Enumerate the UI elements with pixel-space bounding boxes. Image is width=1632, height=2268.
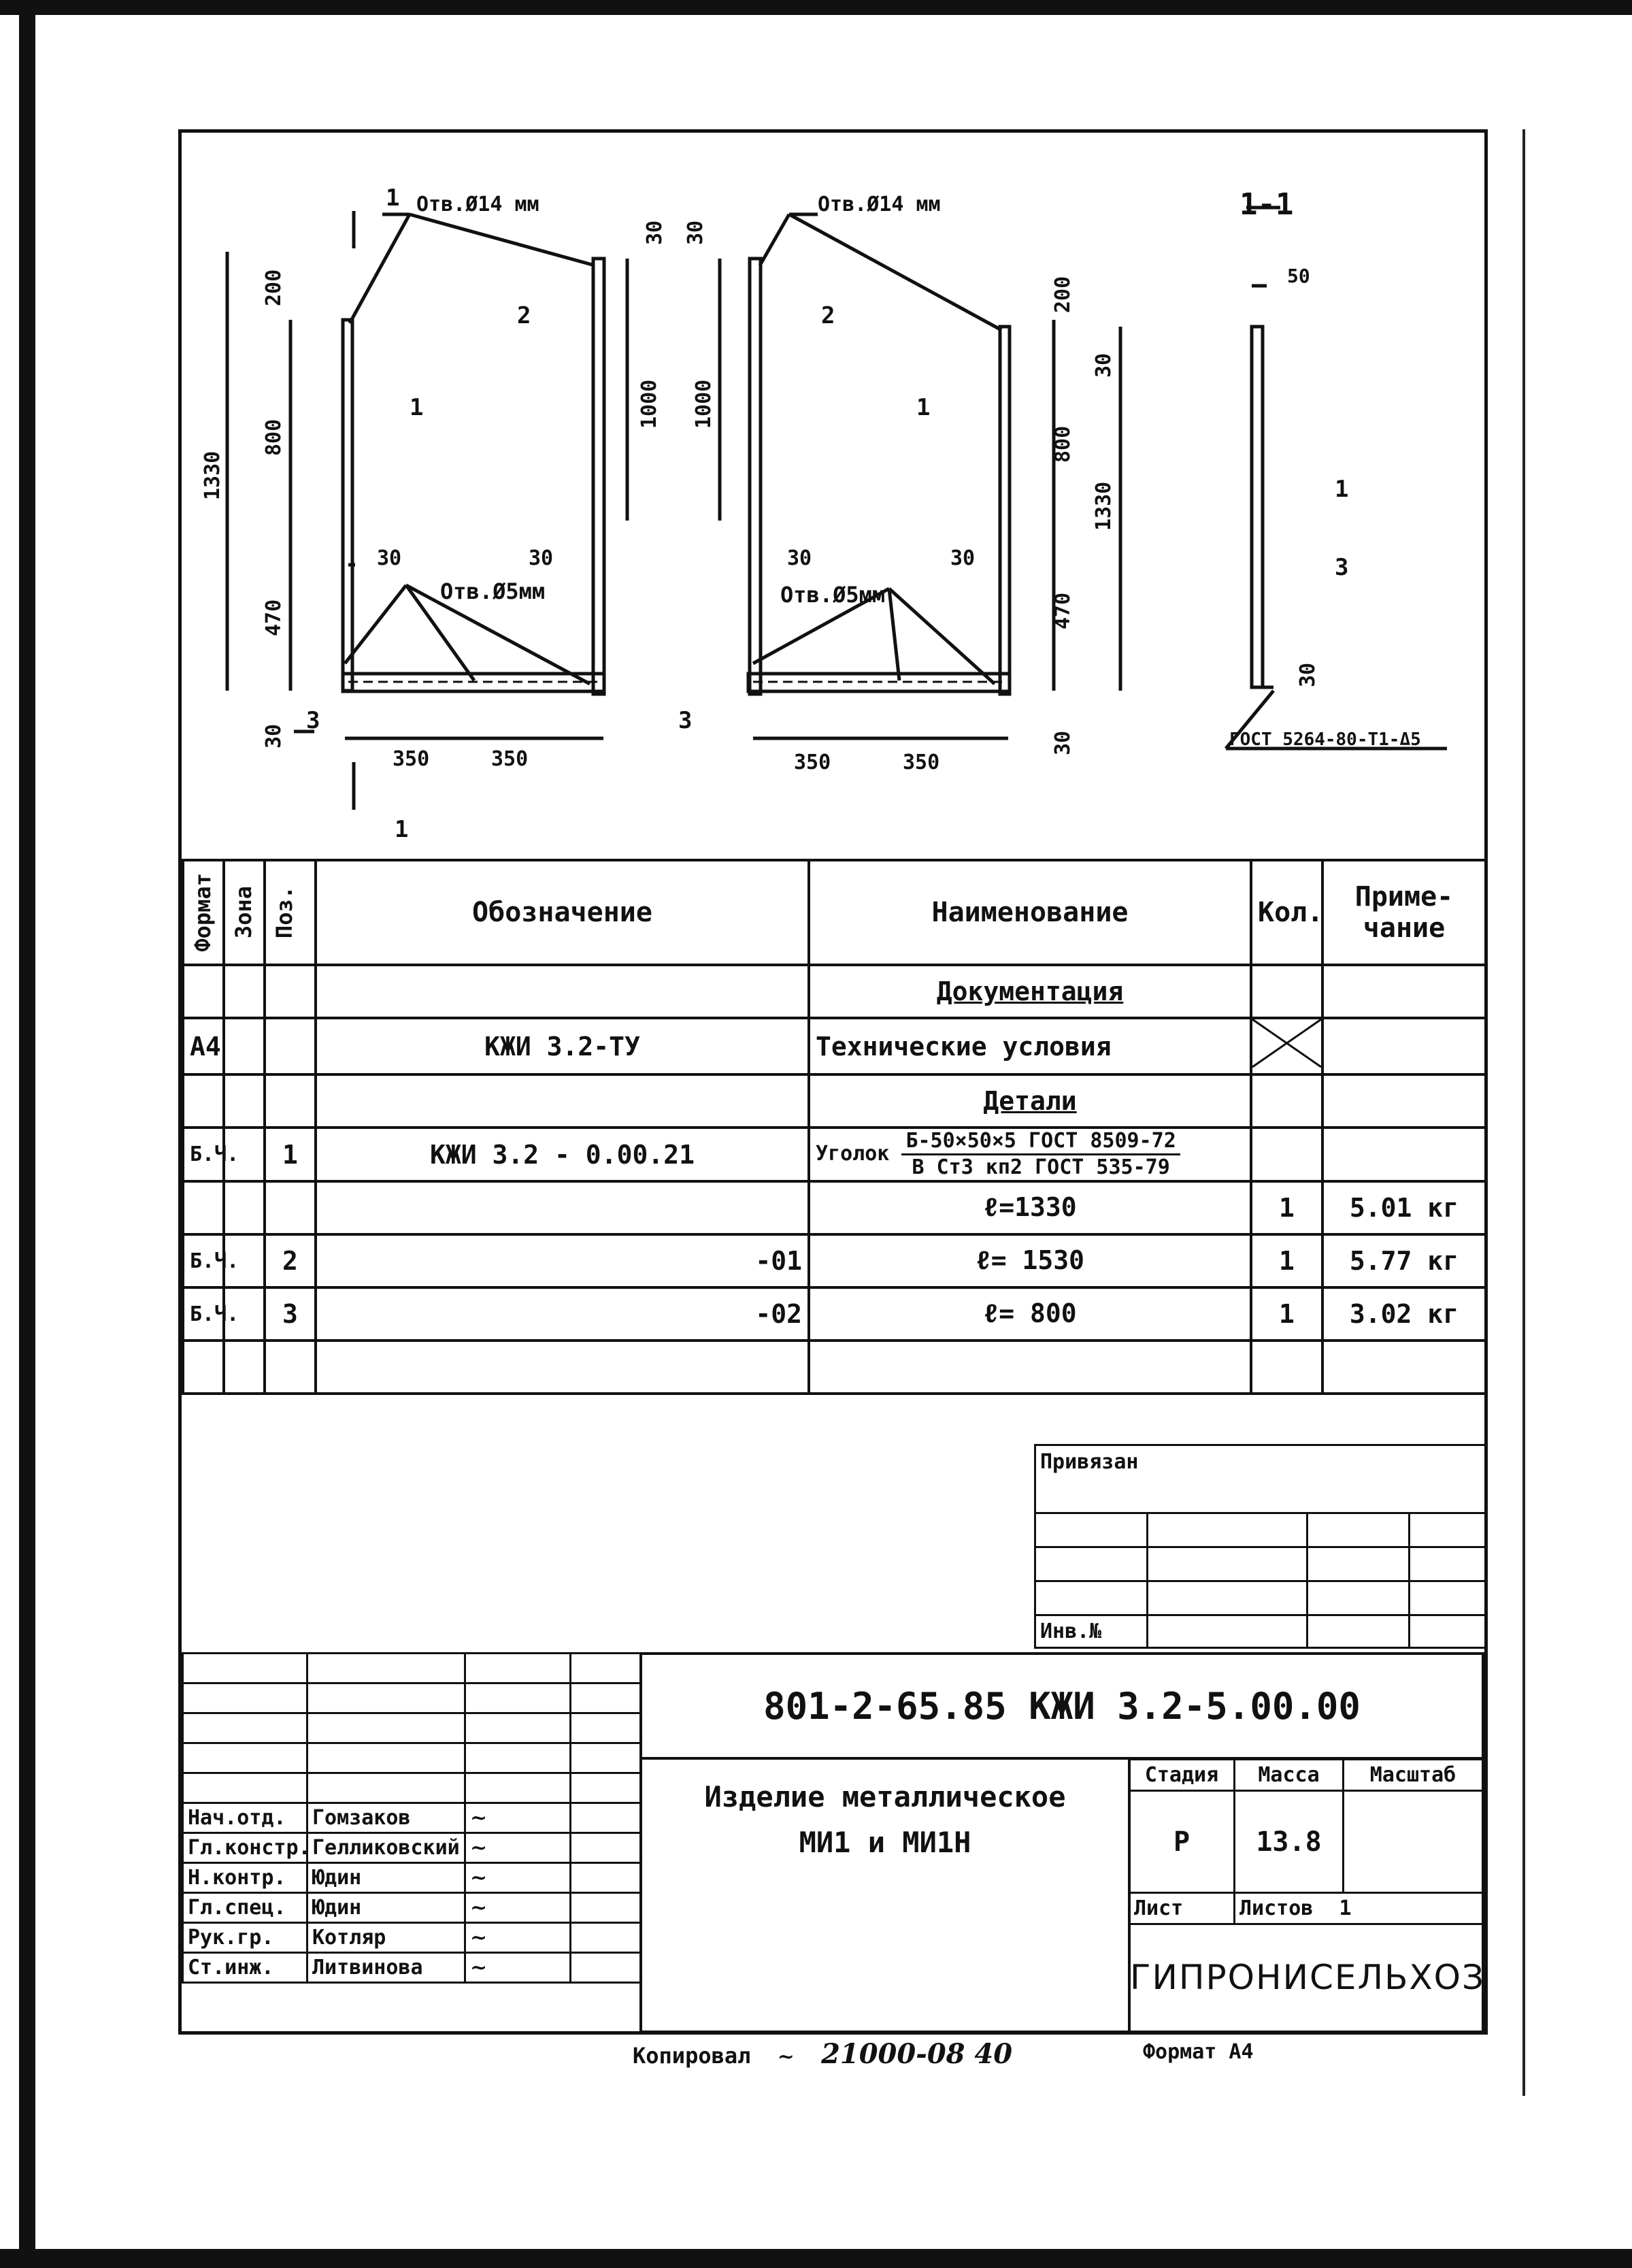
page-border-bottom (0, 2249, 1632, 2268)
cell-format: Б.Ч. (183, 1234, 224, 1287)
angle-profile-fraction (901, 1129, 1180, 1180)
col-format: Формат (183, 860, 224, 965)
cell-qty-crossed (1251, 1018, 1322, 1074)
inventory-number-label: Инв.№ (1035, 1615, 1148, 1648)
dim-470-left: 470 (262, 599, 286, 636)
sheets-value: 1 (1339, 1896, 1352, 1920)
col-zone: Зона (224, 860, 265, 965)
table-row (183, 1074, 1486, 1128)
cross-mark-icon (1252, 1019, 1321, 1067)
signature-icon: ~ (465, 1803, 571, 1833)
dim-30-section: 30 (1296, 662, 1320, 687)
right-angle-short (1000, 327, 1010, 694)
dim-350-d: 350 (903, 751, 940, 774)
table-row (183, 965, 1486, 1018)
cell-format: Б.Ч. (183, 1128, 224, 1181)
page-border-top (0, 0, 1632, 15)
dim-350-c: 350 (794, 751, 831, 774)
cell-length: ℓ= 1530 (809, 1234, 1251, 1287)
table-row (183, 1181, 1486, 1234)
dim-350-a: 350 (393, 747, 430, 771)
technical-drawing (178, 129, 1488, 851)
role-label: Гл.спец. (183, 1893, 307, 1923)
title-block-right (639, 1652, 1484, 2033)
pos-1-left: 1 (410, 394, 424, 421)
person-name: Юдин (307, 1893, 465, 1923)
role-label: Рук.гр. (183, 1923, 307, 1953)
product-title-line1: Изделие металлическое (704, 1780, 1066, 1813)
person-name: Гелликовский (307, 1833, 465, 1863)
cell-name (809, 1128, 1251, 1181)
dim-800-left: 800 (262, 418, 286, 456)
table-row (183, 1234, 1486, 1287)
organization-name: ГИПРОНИСЕЛЬХОЗ (1129, 1958, 1486, 1997)
table-row (183, 1018, 1486, 1074)
col-name: Наименование (809, 860, 1251, 965)
hole5-right-label: Отв.Ø5мм (780, 582, 886, 608)
cell-length: ℓ= 800 (809, 1287, 1251, 1341)
spec-header-row (183, 860, 1486, 965)
cell-designation: -01 (316, 1234, 809, 1287)
cell-designation: КЖИ 3.2 - 0.00.21 (316, 1128, 809, 1181)
cell-format: Б.Ч. (183, 1287, 224, 1341)
footer-format: Формат А4 (1143, 2040, 1254, 2064)
stage-label: Стадия (1129, 1760, 1235, 1791)
cell-qty: 1 (1251, 1287, 1322, 1341)
pos-1-right: 1 (916, 394, 931, 421)
product-title (642, 1760, 1131, 1930)
cell-format: А4 (183, 1018, 224, 1074)
role-label: Н.контр. (183, 1863, 307, 1893)
left-angle-short (343, 320, 352, 691)
signature-icon: ~ (465, 1923, 571, 1953)
dim-1330-right: 1330 (1092, 481, 1116, 531)
dim-800-right: 800 (1051, 425, 1075, 463)
right-angle-long (750, 259, 761, 694)
person-name: Литвинова (307, 1953, 465, 1983)
document-code: 801-2-65.85 КЖИ 3.2-5.00.00 (763, 1684, 1361, 1728)
section-mark-bottom: 1 (395, 816, 409, 843)
person-name: Юдин (307, 1863, 465, 1893)
cell-pos: 3 (265, 1287, 316, 1341)
dim-350-b: 350 (491, 747, 529, 771)
page-border-left (19, 0, 35, 2268)
sheet-label: Лист (1129, 1893, 1235, 1924)
mass-value: 13.8 (1235, 1791, 1344, 1893)
signature-row (183, 1863, 641, 1893)
cell-pos: 1 (265, 1128, 316, 1181)
dim-30-right-top: 30 (1092, 352, 1116, 378)
copier-signature-icon: ~ (777, 2045, 795, 2069)
angle-profile: Б-50×50×5 ГОСТ 8509-72 (901, 1129, 1180, 1155)
pos-3-right: 3 (678, 707, 693, 734)
col-designation: Обозначение (316, 860, 809, 965)
signature-row (183, 1803, 641, 1833)
dim-50: 50 (1287, 265, 1310, 287)
dim-30-c: 30 (787, 546, 812, 570)
role-label: Нач.отд. (183, 1803, 307, 1833)
dim-1330-left: 1330 (201, 450, 224, 500)
pos-2-right: 2 (821, 302, 835, 329)
dim-30-d: 30 (950, 546, 976, 570)
left-angle-long (593, 259, 604, 694)
pos-3-left: 3 (306, 707, 320, 734)
col-qty: Кол. (1251, 860, 1322, 965)
col-note: Приме- чание (1322, 860, 1486, 965)
document-code-row (642, 1655, 1482, 1760)
pos-2-left: 2 (517, 302, 531, 329)
section-profile (1252, 327, 1263, 687)
cell-length: ℓ=1330 (809, 1181, 1251, 1234)
person-name: Котляр (307, 1923, 465, 1953)
cell-note: 3.02 кг (1322, 1287, 1486, 1341)
sheets-cell (1235, 1893, 1483, 1924)
gost-weld-label: ГОСТ 5264-80-Т1-Δ5 (1229, 729, 1421, 750)
section-parts-heading: Детали (809, 1074, 1251, 1128)
specification-table (182, 859, 1487, 1395)
signature-row (183, 1923, 641, 1953)
pos-1-section: 1 (1335, 476, 1349, 503)
section-title: 1-1 (1239, 187, 1294, 222)
cell-note: 5.77 кг (1322, 1234, 1486, 1287)
signature-row (183, 1953, 641, 1983)
dim-1000-b: 1000 (692, 379, 716, 429)
dim-200-right: 200 (1051, 276, 1075, 313)
table-row (183, 1287, 1486, 1341)
signature-icon: ~ (465, 1953, 571, 1983)
dim-470-right: 470 (1051, 592, 1075, 629)
stage-value: Р (1129, 1791, 1235, 1893)
col-pos: Поз. (265, 860, 316, 965)
hole14-right-label: Отв.Ø14 мм (818, 193, 941, 216)
role-label: Гл.констр. (183, 1833, 307, 1863)
cell-designation: -02 (316, 1287, 809, 1341)
signature-row (183, 1893, 641, 1923)
signature-icon: ~ (465, 1863, 571, 1893)
cell-qty: 1 (1251, 1234, 1322, 1287)
section-docs-heading: Документация (809, 965, 1251, 1018)
binding-block (1034, 1444, 1486, 1649)
pos-3-section: 3 (1335, 554, 1349, 581)
copied-label: Копировал (633, 2043, 751, 2069)
organization-cell (1128, 1924, 1484, 2031)
dim-200-left: 200 (262, 269, 286, 306)
dim-30-b: 30 (529, 546, 554, 570)
dim-30-top-b: 30 (684, 220, 707, 245)
dim-30-left-bottom: 30 (262, 723, 286, 749)
role-label: Ст.инж. (183, 1953, 307, 1983)
footer-copied (633, 2038, 1012, 2070)
table-row (183, 1341, 1486, 1394)
stage-mass-scale (1128, 1758, 1484, 1925)
order-number: 21000-08 40 (821, 2038, 1013, 2070)
sheets-label: Листов (1239, 1896, 1314, 1920)
cell-note: 5.01 кг (1322, 1181, 1486, 1234)
table-row (183, 1128, 1486, 1181)
cell-designation: КЖИ 3.2-ТУ (316, 1018, 809, 1074)
scale-label: Масштаб (1344, 1760, 1483, 1791)
cell-name: Технические условия (809, 1018, 1251, 1074)
mass-label: Масса (1235, 1760, 1344, 1791)
dim-30-a: 30 (377, 546, 402, 570)
signature-icon: ~ (465, 1893, 571, 1923)
dim-30-right-bottom: 30 (1051, 730, 1075, 755)
dim-1000-a: 1000 (637, 379, 661, 429)
signature-icon: ~ (465, 1833, 571, 1863)
product-title-line2: МИ1 и МИ1Н (799, 1826, 971, 1859)
section-mark-top: 1 (386, 184, 400, 212)
binding-title: Привязан (1035, 1445, 1486, 1513)
dim-30-top-a: 30 (643, 220, 667, 245)
hole14-left-label: Отв.Ø14 мм (416, 193, 539, 216)
angle-prefix: Уголок (816, 1142, 890, 1166)
cell-qty: 1 (1251, 1181, 1322, 1234)
person-name: Гомзаков (307, 1803, 465, 1833)
angle-steel-grade: В Ст3 кп2 ГОСТ 535-79 (912, 1155, 1170, 1179)
signature-grid (182, 1652, 642, 1984)
hole5-left-label: Отв.Ø5мм (440, 578, 546, 604)
signature-row (183, 1833, 641, 1863)
binding-margin-line (1522, 129, 1525, 2096)
cell-pos: 2 (265, 1234, 316, 1287)
